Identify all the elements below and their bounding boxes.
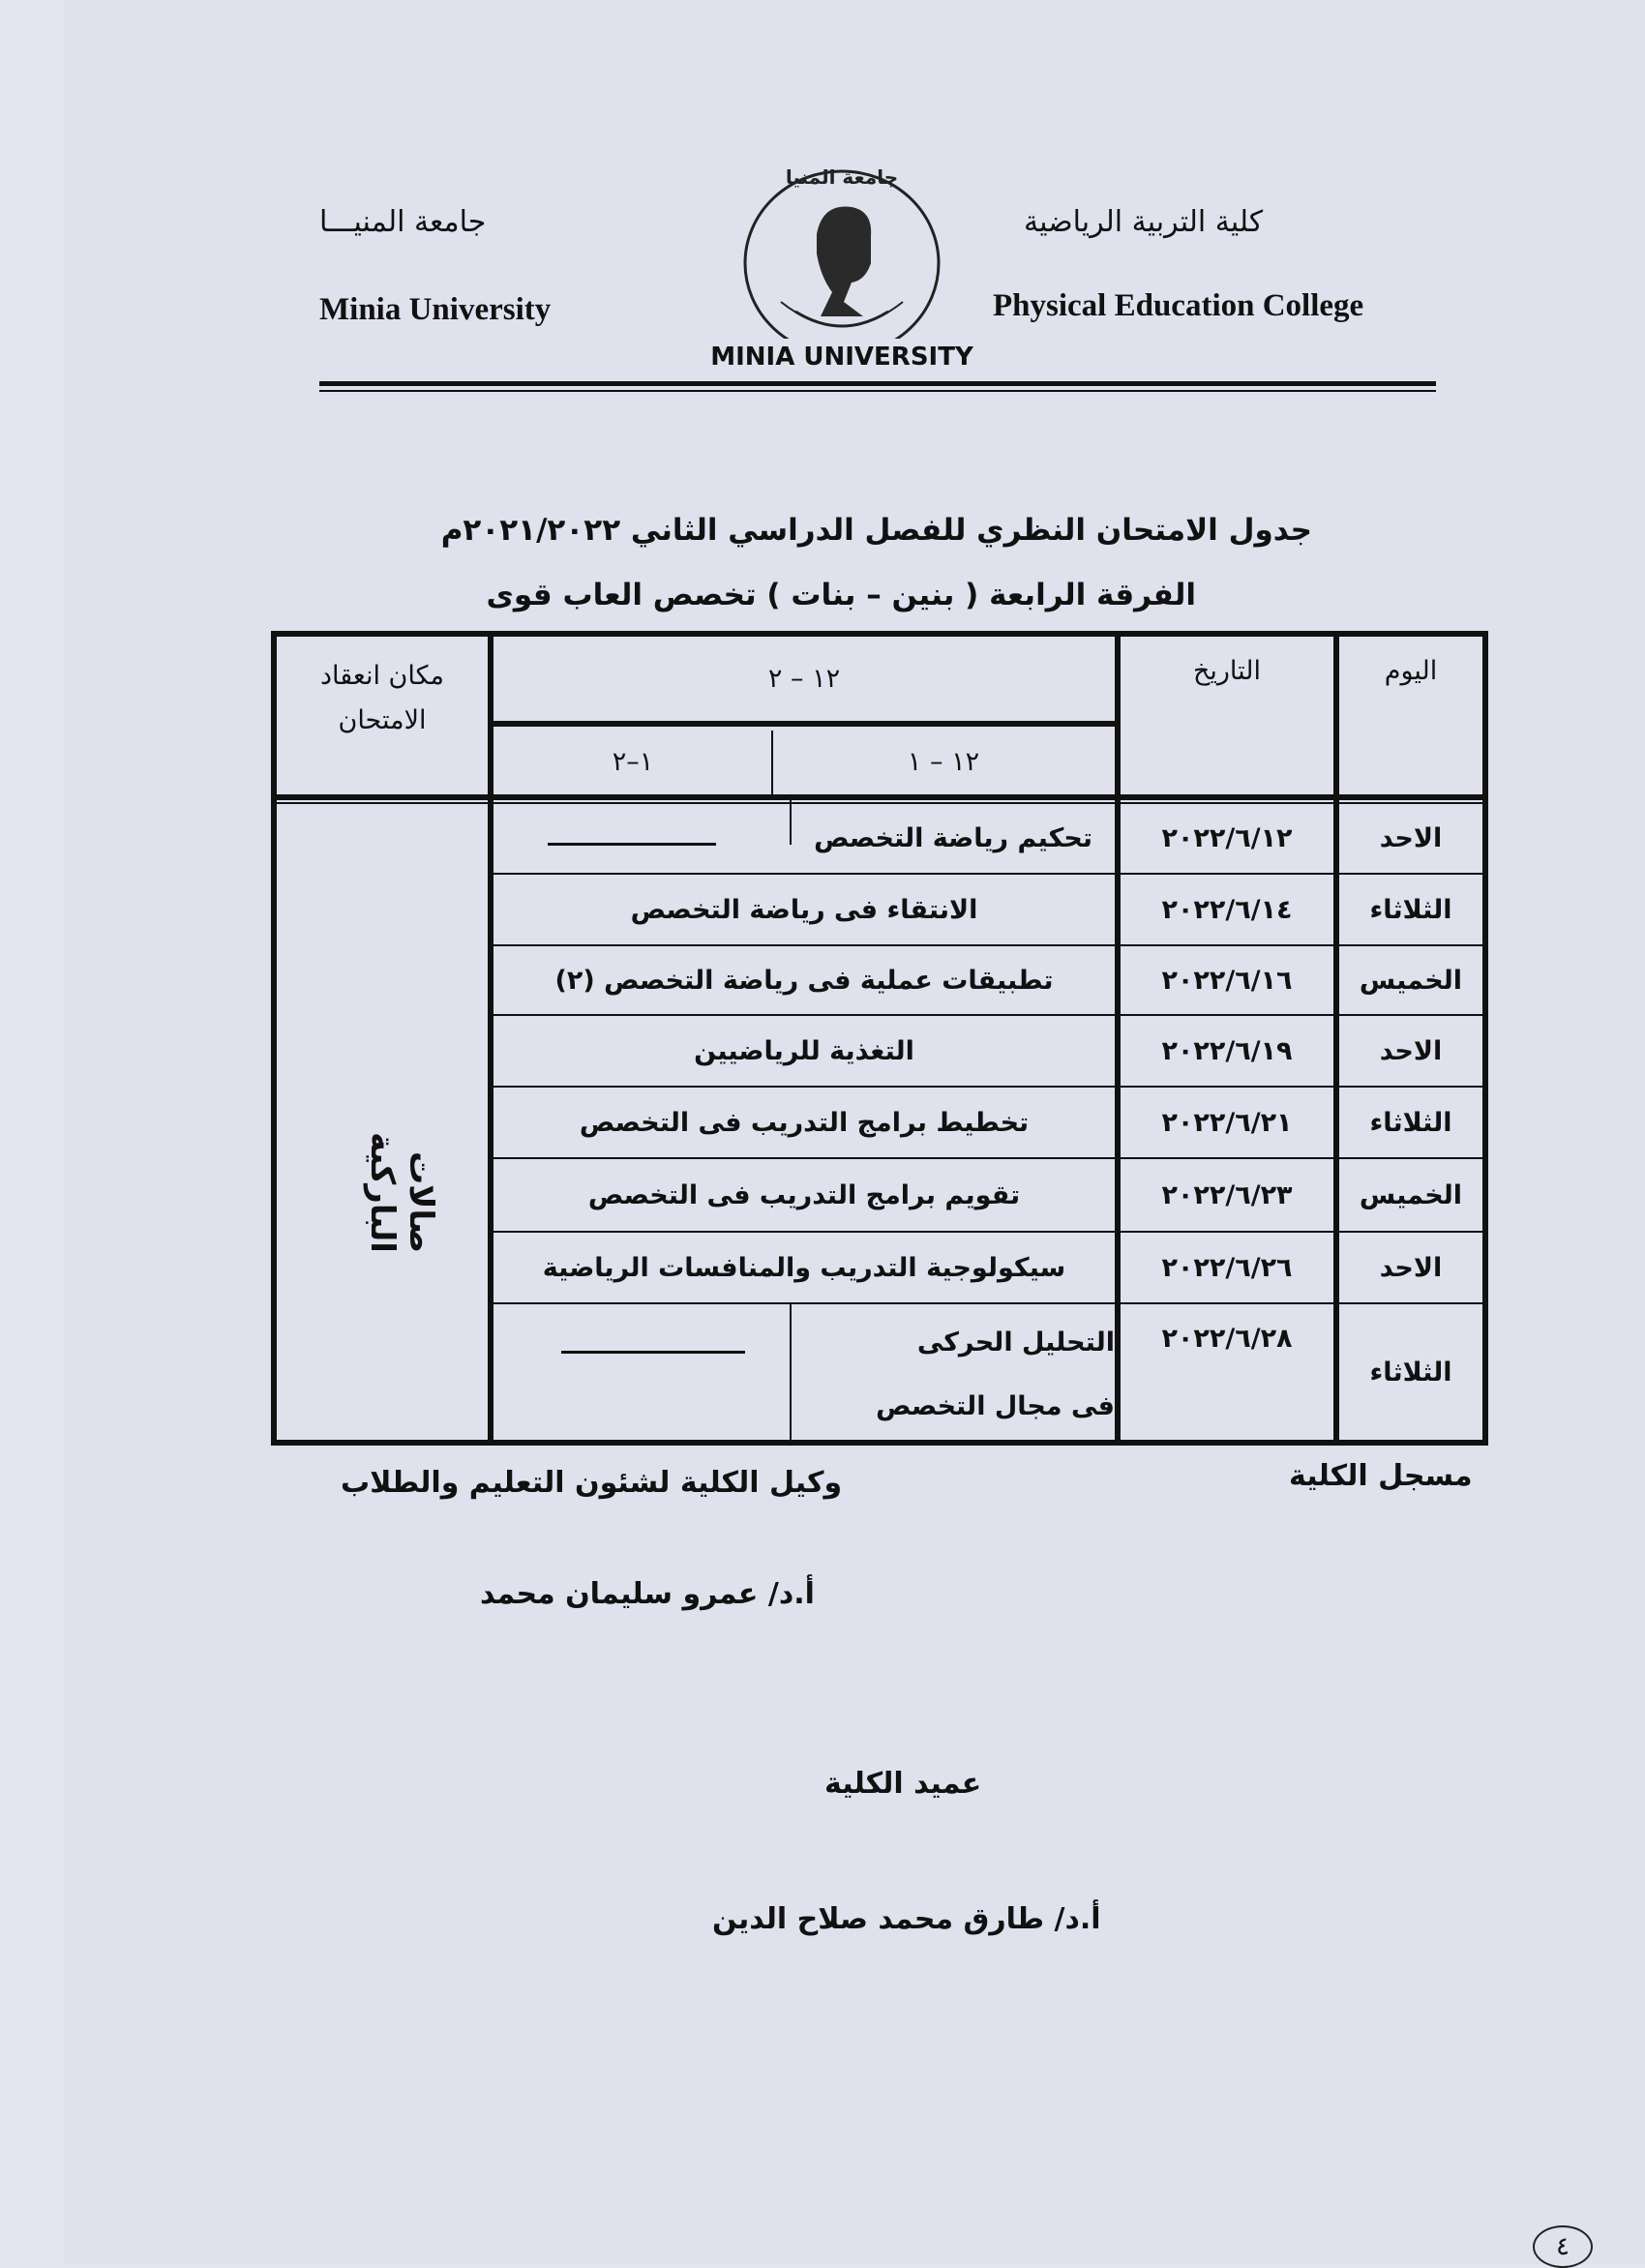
row-subject-line1: التحليل الحركى — [916, 1327, 1115, 1358]
row-subject: التغذية للرياضيين — [694, 1035, 914, 1066]
empty-slot-dash — [548, 843, 716, 846]
header-day: اليوم — [1384, 656, 1438, 686]
dean-title: عميد الكلية — [824, 1767, 982, 1801]
row-date: ٢٠٢٢/٦/١٦ — [1161, 965, 1293, 996]
vice-dean-title: وكيل الكلية لشئون التعليم والطلاب — [341, 1466, 843, 1500]
dean-name: أ.د/ طارق محمد صلاح الدين — [712, 1902, 1101, 1936]
row-subject: سيكولوجية التدريب والمنافسات الرياضية — [542, 1252, 1066, 1283]
schedule-title: جدول الامتحان النظري للفصل الدراسي الثاني ٢٠٢١/٢٠٢٢م — [440, 513, 1312, 548]
row-subject: تحكيم رياضة التخصص — [814, 823, 1092, 853]
header-time-main: ١٢ – ٢ — [767, 663, 841, 694]
logo-arc-text: جامعة المنيا — [785, 165, 899, 189]
header-rule-thin — [319, 390, 1436, 392]
schedule-subtitle: الفرقة الرابعة ( بنين – بنات ) تخصص العاب قوى — [486, 578, 1196, 612]
row-subject-line2: فى مجال التخصص — [876, 1390, 1115, 1421]
row-day: الخميس — [1359, 1179, 1463, 1210]
row-date: ٢٠٢٢/٦/٢٣ — [1161, 1179, 1293, 1210]
row-day: الاحد — [1379, 1252, 1443, 1283]
row-date: ٢٠٢٢/٦/١٢ — [1161, 823, 1293, 853]
row-subject: الانتقاء فى رياضة التخصص — [630, 894, 978, 925]
row-date: ٢٠٢٢/٦/٢٦ — [1161, 1252, 1293, 1283]
empty-slot-dash — [561, 1351, 745, 1354]
header-venue: مكان انعقاد الامتحان — [320, 661, 444, 735]
row-date: ٢٠٢٢/٦/٢١ — [1161, 1107, 1293, 1138]
page-number: ٤ — [1533, 2225, 1593, 2268]
college-name-en: Physical Education College — [993, 288, 1364, 323]
header-time-second: ١–٢ — [612, 746, 654, 777]
logo-text: MINIA UNIVERSITY — [710, 343, 973, 372]
row-date: ٢٠٢٢/٦/١٤ — [1161, 894, 1293, 925]
row-day: الاحد — [1379, 823, 1443, 853]
college-name-ar: كلية التربية الرياضية — [1024, 205, 1264, 239]
row-day: الثلاثاء — [1369, 894, 1452, 925]
university-name-en: Minia University — [319, 292, 552, 327]
row-date: ٢٠٢٢/٦/٢٨ — [1161, 1323, 1293, 1354]
header-time-first: ١٢ – ١ — [907, 746, 980, 777]
row-date: ٢٠٢٢/٦/١٩ — [1161, 1035, 1293, 1066]
exam-venue: صالات الباركية — [363, 1132, 440, 1253]
row-subject: تقويم برامج التدريب فى التخصص — [587, 1179, 1021, 1210]
university-logo — [710, 157, 973, 374]
header-date: التاريخ — [1192, 656, 1262, 686]
row-day: الثلاثاء — [1369, 1107, 1452, 1138]
row-day: الثلاثاء — [1369, 1357, 1452, 1388]
row-day: الخميس — [1359, 965, 1463, 996]
row-subject: تخطيط برامج التدريب فى التخصص — [579, 1107, 1030, 1138]
university-name-ar: جامعة المنيـــا — [319, 205, 487, 239]
vice-dean-name: أ.د/ عمرو سليمان محمد — [480, 1577, 815, 1611]
header-rule — [319, 381, 1436, 386]
row-day: الاحد — [1379, 1035, 1443, 1066]
registrar-title: مسجل الكلية — [1289, 1459, 1473, 1493]
row-subject: تطبيقات عملية فى رياضة التخصص (٢) — [554, 965, 1054, 996]
